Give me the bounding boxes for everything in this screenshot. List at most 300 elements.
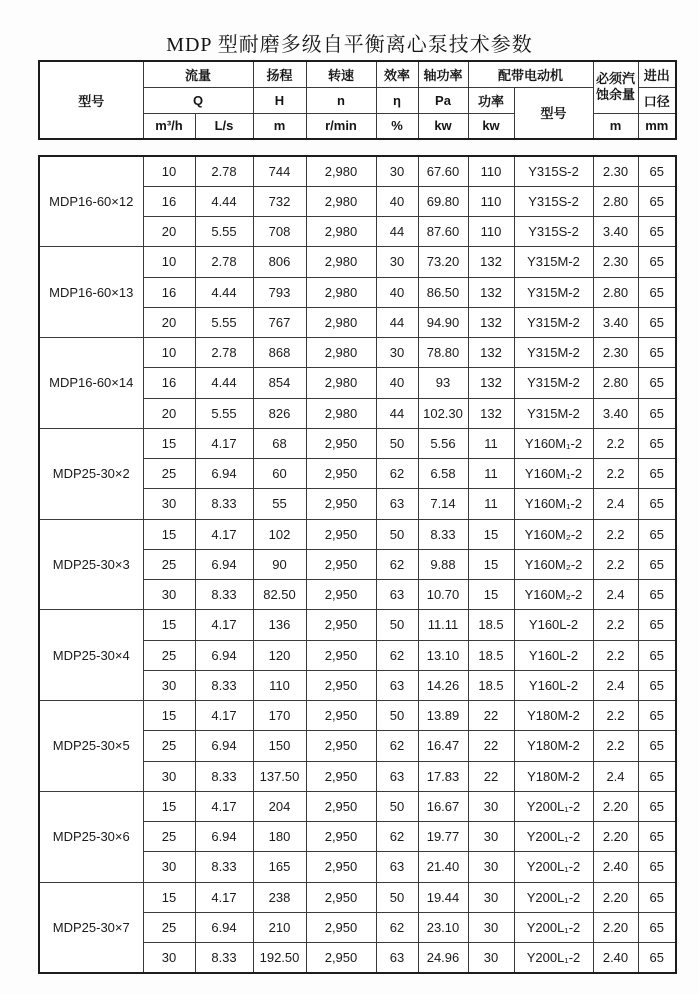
data-cell: 16 (143, 277, 195, 307)
data-cell: 6.58 (418, 459, 468, 489)
data-cell: 20 (143, 217, 195, 247)
data-cell: 2,950 (306, 549, 376, 579)
data-cell: 63 (376, 943, 418, 973)
data-cell: 17.83 (418, 761, 468, 791)
data-cell: 65 (638, 217, 676, 247)
npsh-label-line2: 蚀余量 (595, 87, 635, 103)
header-cell-efficiency-symbol: η (376, 87, 418, 113)
data-cell: 11 (468, 489, 514, 519)
data-cell: 6.94 (195, 822, 253, 852)
data-cell: 65 (638, 670, 676, 700)
data-cell: 3.40 (593, 307, 638, 337)
table-row (39, 882, 676, 912)
data-cell: 44 (376, 398, 418, 428)
header-cell-port-unit: mm (638, 113, 676, 139)
pump-model-cell: MDP25-30×3 (39, 519, 143, 610)
data-cell: 6.94 (195, 912, 253, 942)
data-cell: 2,980 (306, 307, 376, 337)
data-cell: 2.20 (593, 791, 638, 821)
data-cell: 2,950 (306, 822, 376, 852)
data-cell: 2.80 (593, 368, 638, 398)
data-cell: 2.80 (593, 186, 638, 216)
data-cell: 6.94 (195, 640, 253, 670)
header-cell-motor-power-unit: kw (468, 113, 514, 139)
data-cell: 50 (376, 428, 418, 458)
data-cell: 2,950 (306, 580, 376, 610)
page-title: MDP 型耐磨多级自平衡离心泵技术参数 (166, 34, 533, 56)
data-cell: 2,950 (306, 761, 376, 791)
data-cell: 8.33 (195, 761, 253, 791)
data-cell: Y200L₁-2 (514, 882, 593, 912)
data-cell: 65 (638, 277, 676, 307)
data-cell: 204 (253, 791, 306, 821)
data-cell: 25 (143, 822, 195, 852)
data-cell: Y315S-2 (514, 186, 593, 216)
header-cell-pump-model: 型号 (39, 61, 143, 139)
data-cell: 25 (143, 459, 195, 489)
data-cell: 806 (253, 247, 306, 277)
data-cell: 5.55 (195, 307, 253, 337)
data-cell: Y315S-2 (514, 156, 593, 186)
data-cell: 2.2 (593, 428, 638, 458)
data-cell: 65 (638, 912, 676, 942)
data-cell: 2.78 (195, 338, 253, 368)
data-cell: Y160M₂-2 (514, 580, 593, 610)
data-cell: 2,950 (306, 489, 376, 519)
data-cell: 73.20 (418, 247, 468, 277)
data-cell: Y160M₂-2 (514, 549, 593, 579)
data-cell: 708 (253, 217, 306, 247)
data-cell: 14.26 (418, 670, 468, 700)
parameter-table-body (38, 155, 677, 974)
data-cell: Y160M₂-2 (514, 519, 593, 549)
data-cell: 18.5 (468, 610, 514, 640)
header-cell-shaft-power-unit: kw (418, 113, 468, 139)
data-cell: 30 (143, 670, 195, 700)
data-cell: Y315M-2 (514, 247, 593, 277)
data-cell: 6.94 (195, 459, 253, 489)
data-cell: 2.2 (593, 549, 638, 579)
data-cell: 15 (468, 519, 514, 549)
data-cell: 30 (143, 489, 195, 519)
data-cell: 30 (468, 912, 514, 942)
data-cell: 2.2 (593, 610, 638, 640)
data-cell: 7.14 (418, 489, 468, 519)
data-cell: 2.80 (593, 277, 638, 307)
data-cell: 63 (376, 852, 418, 882)
data-cell: 62 (376, 640, 418, 670)
data-cell: 2.4 (593, 670, 638, 700)
data-cell: 62 (376, 459, 418, 489)
data-cell: 16.47 (418, 731, 468, 761)
data-cell: 2,980 (306, 186, 376, 216)
data-cell: 15 (143, 428, 195, 458)
data-cell: 2.4 (593, 489, 638, 519)
data-cell: 2.2 (593, 459, 638, 489)
data-cell: 63 (376, 761, 418, 791)
data-cell: 40 (376, 368, 418, 398)
data-cell: 30 (468, 791, 514, 821)
data-cell: Y200L₁-2 (514, 791, 593, 821)
data-cell: 65 (638, 307, 676, 337)
header-row-1 (39, 61, 676, 87)
data-cell: 3.40 (593, 217, 638, 247)
data-cell: 2,950 (306, 701, 376, 731)
data-cell: 793 (253, 277, 306, 307)
header-cell-shaft-power: 轴功率 (418, 61, 468, 87)
data-cell: 2,950 (306, 610, 376, 640)
data-cell: 4.17 (195, 701, 253, 731)
data-cell: 11.11 (418, 610, 468, 640)
table-row (39, 338, 676, 368)
data-cell: 110 (468, 186, 514, 216)
data-cell: 65 (638, 822, 676, 852)
table-row (39, 156, 676, 186)
data-cell: 132 (468, 277, 514, 307)
data-cell: 65 (638, 701, 676, 731)
header-cell-speed-symbol: n (306, 87, 376, 113)
data-cell: 2,980 (306, 398, 376, 428)
data-cell: 15 (143, 701, 195, 731)
data-cell: 50 (376, 882, 418, 912)
data-cell: 868 (253, 338, 306, 368)
data-cell: 2.20 (593, 912, 638, 942)
data-cell: 55 (253, 489, 306, 519)
data-cell: 10 (143, 156, 195, 186)
data-cell: 63 (376, 580, 418, 610)
data-cell: 4.17 (195, 428, 253, 458)
parameter-rows (39, 156, 676, 973)
data-cell: 13.10 (418, 640, 468, 670)
header-cell-port-line2: 口径 (638, 87, 676, 113)
data-cell: 20 (143, 398, 195, 428)
data-cell: 20 (143, 307, 195, 337)
header-cell-head-symbol: H (253, 87, 306, 113)
data-cell: 9.88 (418, 549, 468, 579)
data-cell: 25 (143, 549, 195, 579)
pump-model-cell: MDP16-60×14 (39, 338, 143, 429)
data-cell: 30 (143, 943, 195, 973)
data-cell: 2,950 (306, 943, 376, 973)
data-cell: 50 (376, 701, 418, 731)
data-cell: 2,950 (306, 428, 376, 458)
data-cell: 18.5 (468, 670, 514, 700)
data-cell: 2,950 (306, 912, 376, 942)
data-cell: Y180M-2 (514, 761, 593, 791)
data-cell: 2,980 (306, 338, 376, 368)
data-cell: 65 (638, 428, 676, 458)
data-cell: 2,950 (306, 459, 376, 489)
header-cell-flow: 流量 (143, 61, 253, 87)
data-cell: 2,950 (306, 852, 376, 882)
data-cell: 65 (638, 943, 676, 973)
data-cell: 732 (253, 186, 306, 216)
data-cell: Y180M-2 (514, 701, 593, 731)
data-cell: 65 (638, 186, 676, 216)
data-cell: Y315M-2 (514, 338, 593, 368)
data-cell: 110 (468, 217, 514, 247)
header-cell-flow-unit-m3h: m³/h (143, 113, 195, 139)
data-cell: 5.55 (195, 398, 253, 428)
data-cell: 24.96 (418, 943, 468, 973)
data-cell: 30 (468, 822, 514, 852)
data-cell: 50 (376, 519, 418, 549)
data-cell: 102 (253, 519, 306, 549)
data-cell: 2.30 (593, 338, 638, 368)
data-cell: 65 (638, 882, 676, 912)
data-cell: 62 (376, 549, 418, 579)
data-cell: 8.33 (195, 489, 253, 519)
data-cell: 2.40 (593, 852, 638, 882)
data-cell: 132 (468, 368, 514, 398)
data-cell: 180 (253, 822, 306, 852)
pump-model-cell: MDP25-30×2 (39, 428, 143, 519)
data-cell: 10.70 (418, 580, 468, 610)
header-cell-head: 扬程 (253, 61, 306, 87)
data-cell: 2,950 (306, 791, 376, 821)
data-cell: 2,950 (306, 731, 376, 761)
data-cell: 767 (253, 307, 306, 337)
data-cell: 2.40 (593, 943, 638, 973)
parameter-table-header (38, 60, 677, 140)
data-cell: 2.4 (593, 761, 638, 791)
data-cell: 4.44 (195, 277, 253, 307)
data-cell: 132 (468, 398, 514, 428)
data-cell: 2.78 (195, 156, 253, 186)
data-cell: Y160L-2 (514, 670, 593, 700)
data-cell: 2.2 (593, 640, 638, 670)
data-cell: Y200L₁-2 (514, 943, 593, 973)
data-cell: 65 (638, 852, 676, 882)
data-cell: 50 (376, 610, 418, 640)
data-cell: 2,950 (306, 882, 376, 912)
data-cell: 16 (143, 186, 195, 216)
data-cell: 3.40 (593, 398, 638, 428)
data-cell: 8.33 (418, 519, 468, 549)
data-cell: 22 (468, 731, 514, 761)
table-row (39, 610, 676, 640)
data-cell: Y200L₁-2 (514, 912, 593, 942)
data-cell: 25 (143, 640, 195, 670)
data-cell: 2,980 (306, 217, 376, 247)
data-cell: 8.33 (195, 943, 253, 973)
data-cell: 10 (143, 247, 195, 277)
data-cell: 165 (253, 852, 306, 882)
data-cell: 65 (638, 731, 676, 761)
data-cell: 62 (376, 912, 418, 942)
data-cell: 65 (638, 368, 676, 398)
data-cell: 50 (376, 791, 418, 821)
data-cell: 30 (468, 852, 514, 882)
header-cell-motor-model: 型号 (514, 87, 593, 139)
data-cell: 87.60 (418, 217, 468, 247)
data-cell: 2.2 (593, 731, 638, 761)
header-cell-flow-unit-ls: L/s (195, 113, 253, 139)
data-cell: 744 (253, 156, 306, 186)
data-cell: 2,950 (306, 640, 376, 670)
data-cell: 2,950 (306, 670, 376, 700)
table-row (39, 428, 676, 458)
data-cell: 30 (143, 852, 195, 882)
data-cell: 22 (468, 701, 514, 731)
data-cell: 21.40 (418, 852, 468, 882)
header-cell-speed-unit: r/min (306, 113, 376, 139)
data-cell: 2,950 (306, 519, 376, 549)
data-cell: 65 (638, 610, 676, 640)
data-cell: 5.56 (418, 428, 468, 458)
data-cell: 67.60 (418, 156, 468, 186)
data-cell: 2.78 (195, 247, 253, 277)
data-cell: 210 (253, 912, 306, 942)
table-row (39, 247, 676, 277)
data-cell: 238 (253, 882, 306, 912)
data-cell: 2.20 (593, 822, 638, 852)
header-cell-motor: 配带电动机 (468, 61, 593, 87)
data-cell: 2.4 (593, 580, 638, 610)
data-cell: Y160M₁-2 (514, 428, 593, 458)
data-cell: 25 (143, 912, 195, 942)
data-cell: 6.94 (195, 549, 253, 579)
pump-model-cell: MDP25-30×5 (39, 701, 143, 792)
data-cell: Y315S-2 (514, 217, 593, 247)
data-cell: 65 (638, 640, 676, 670)
data-cell: 13.89 (418, 701, 468, 731)
data-cell: 136 (253, 610, 306, 640)
data-cell: Y315M-2 (514, 277, 593, 307)
header-cell-npsh (593, 61, 638, 113)
data-cell: 2,980 (306, 277, 376, 307)
data-cell: 65 (638, 580, 676, 610)
data-cell: Y160M₁-2 (514, 459, 593, 489)
header-cell-efficiency: 效率 (376, 61, 418, 87)
data-cell: 132 (468, 338, 514, 368)
data-cell: 826 (253, 398, 306, 428)
data-cell: 23.10 (418, 912, 468, 942)
data-cell: 65 (638, 489, 676, 519)
data-cell: 65 (638, 247, 676, 277)
data-cell: 30 (143, 580, 195, 610)
data-cell: 16 (143, 368, 195, 398)
data-cell: 15 (143, 519, 195, 549)
data-cell: 40 (376, 186, 418, 216)
data-cell: 30 (376, 156, 418, 186)
data-cell: 2.30 (593, 247, 638, 277)
pump-model-cell: MDP25-30×4 (39, 610, 143, 701)
data-cell: Y200L₁-2 (514, 852, 593, 882)
data-cell: 4.17 (195, 882, 253, 912)
data-cell: Y160L-2 (514, 610, 593, 640)
data-cell: 15 (143, 610, 195, 640)
data-cell: 60 (253, 459, 306, 489)
table-row (39, 701, 676, 731)
data-cell: Y315M-2 (514, 307, 593, 337)
data-cell: 11 (468, 428, 514, 458)
data-cell: 82.50 (253, 580, 306, 610)
data-cell: 30 (143, 761, 195, 791)
data-cell: 132 (468, 247, 514, 277)
header-cell-head-unit: m (253, 113, 306, 139)
data-cell: 65 (638, 398, 676, 428)
data-cell: 11 (468, 459, 514, 489)
data-cell: 120 (253, 640, 306, 670)
data-cell: 8.33 (195, 852, 253, 882)
data-cell: 4.17 (195, 791, 253, 821)
data-cell: 110 (253, 670, 306, 700)
data-cell: 69.80 (418, 186, 468, 216)
data-cell: 170 (253, 701, 306, 731)
data-cell: 137.50 (253, 761, 306, 791)
header-cell-efficiency-unit: % (376, 113, 418, 139)
data-cell: Y180M-2 (514, 731, 593, 761)
data-cell: Y315M-2 (514, 398, 593, 428)
data-cell: Y160L-2 (514, 640, 593, 670)
pump-model-cell: MDP16-60×12 (39, 156, 143, 247)
data-cell: 854 (253, 368, 306, 398)
data-cell: 65 (638, 761, 676, 791)
data-cell: 15 (143, 791, 195, 821)
data-cell: 2.2 (593, 519, 638, 549)
data-cell: 4.17 (195, 519, 253, 549)
table-row (39, 519, 676, 549)
data-cell: 15 (468, 580, 514, 610)
header-cell-flow-symbol: Q (143, 87, 253, 113)
data-cell: 192.50 (253, 943, 306, 973)
data-cell: 44 (376, 217, 418, 247)
data-cell: 150 (253, 731, 306, 761)
data-cell: 93 (418, 368, 468, 398)
data-cell: 132 (468, 307, 514, 337)
data-cell: 2,980 (306, 368, 376, 398)
header-cell-port-line1: 进出 (638, 61, 676, 87)
header-cell-motor-power: 功率 (468, 87, 514, 113)
data-cell: Y160M₁-2 (514, 489, 593, 519)
data-cell: 90 (253, 549, 306, 579)
data-cell: 19.77 (418, 822, 468, 852)
data-cell: 16.67 (418, 791, 468, 821)
data-cell: 4.44 (195, 368, 253, 398)
pump-model-cell: MDP25-30×6 (39, 791, 143, 882)
data-cell: 68 (253, 428, 306, 458)
data-cell: 78.80 (418, 338, 468, 368)
data-cell: 65 (638, 156, 676, 186)
header-cell-shaft-power-symbol: Pa (418, 87, 468, 113)
data-cell: 44 (376, 307, 418, 337)
data-cell: 22 (468, 761, 514, 791)
data-cell: 94.90 (418, 307, 468, 337)
npsh-label-line1: 必须汽 (595, 71, 635, 87)
data-cell: 2.2 (593, 701, 638, 731)
data-cell: 6.94 (195, 731, 253, 761)
data-cell: 2,980 (306, 156, 376, 186)
data-cell: 15 (468, 549, 514, 579)
data-cell: 62 (376, 822, 418, 852)
data-cell: 62 (376, 731, 418, 761)
pump-model-cell: MDP16-60×13 (39, 247, 143, 338)
data-cell: Y200L₁-2 (514, 822, 593, 852)
data-cell: 2.30 (593, 156, 638, 186)
data-cell: 2,980 (306, 247, 376, 277)
data-cell: 86.50 (418, 277, 468, 307)
data-cell: 2.20 (593, 882, 638, 912)
pump-model-cell: MDP25-30×7 (39, 882, 143, 973)
data-cell: 10 (143, 338, 195, 368)
data-cell: 15 (143, 882, 195, 912)
data-cell: 30 (376, 338, 418, 368)
data-cell: 65 (638, 459, 676, 489)
data-cell: 65 (638, 519, 676, 549)
data-cell: 30 (376, 247, 418, 277)
header-cell-npsh-unit: m (593, 113, 638, 139)
